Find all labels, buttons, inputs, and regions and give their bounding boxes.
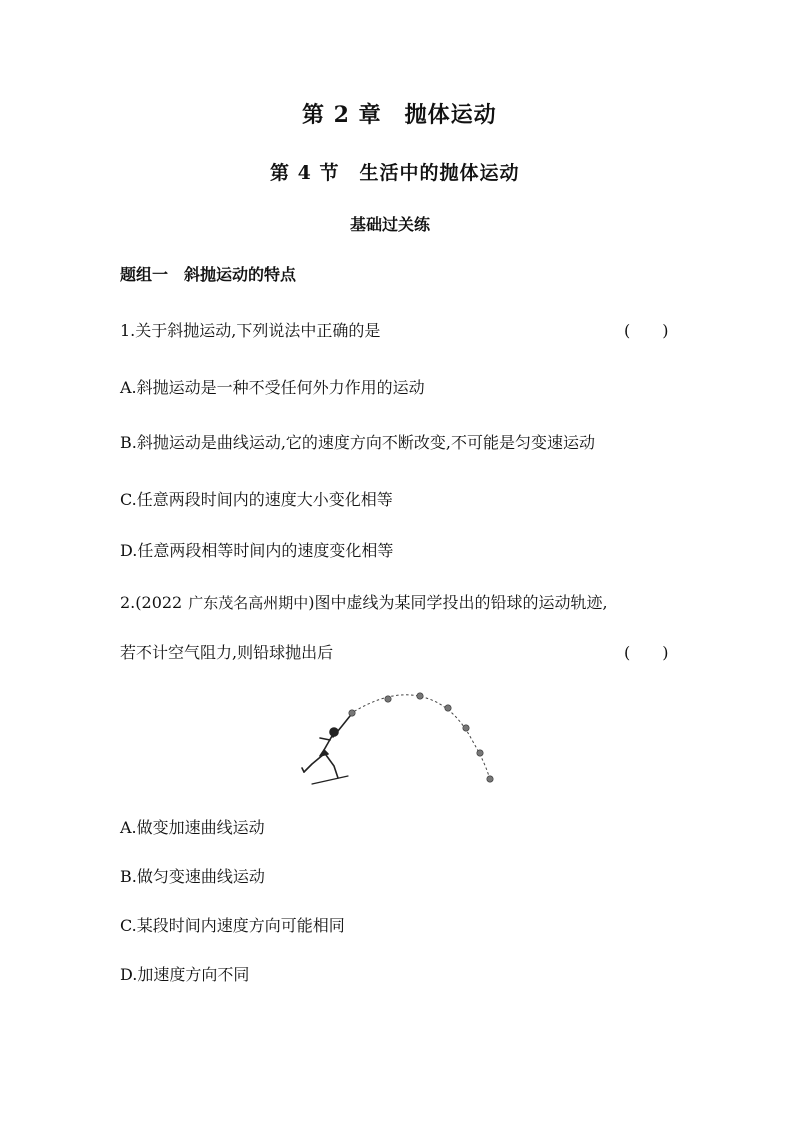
question-1-option-b: B.斜抛运动是曲线运动,它的速度方向不断改变,不可能是匀变速运动 <box>120 433 596 452</box>
shot-position-6 <box>477 750 483 756</box>
question-1-stem: 1.关于斜抛运动,下列说法中正确的是 <box>120 321 381 340</box>
question-2-answer-bracket: ( ) <box>624 643 669 662</box>
trajectory-curve <box>350 695 490 780</box>
shot-position-2 <box>385 696 391 702</box>
question-1-answer-bracket: ( ) <box>624 321 669 340</box>
question-1-option-a: A.斜抛运动是一种不受任何外力作用的运动 <box>120 378 425 397</box>
shot-position-1 <box>349 710 355 716</box>
question-2-option-a: A.做变加速曲线运动 <box>120 818 265 837</box>
question-2-stem-line2: 若不计空气阻力,则铅球抛出后 <box>120 643 334 662</box>
question-1-option-c: C.任意两段时间内的速度大小变化相等 <box>120 490 393 509</box>
shot-positions <box>349 693 493 782</box>
question-2-stem-line1 <box>120 590 608 613</box>
question-2-source: 广东茂名高州期中 <box>188 594 309 612</box>
thrower-figure <box>302 716 350 784</box>
shot-position-7 <box>487 776 493 782</box>
section-title: 第 4 节 生活中的抛体运动 <box>270 162 520 184</box>
shot-put-figure <box>290 680 510 795</box>
question-2-option-d: D.加速度方向不同 <box>120 965 250 984</box>
question-1-option-d: D.任意两段相等时间内的速度变化相等 <box>120 541 394 560</box>
shot-position-5 <box>463 725 469 731</box>
shot-position-3 <box>417 693 423 699</box>
question-2-option-c: C.某段时间内速度方向可能相同 <box>120 916 345 935</box>
group-heading: 题组一 斜抛运动的特点 <box>120 265 297 284</box>
question-2-number: 2.(2022 <box>120 593 183 612</box>
question-2-option-b: B.做匀变速曲线运动 <box>120 867 265 886</box>
shot-position-4 <box>445 705 451 711</box>
chapter-title: 第 2 章 抛体运动 <box>302 102 497 128</box>
practice-heading: 基础过关练 <box>350 215 431 234</box>
question-2-stem-rest: )图中虚线为某同学投出的铅球的运动轨迹, <box>308 593 608 612</box>
